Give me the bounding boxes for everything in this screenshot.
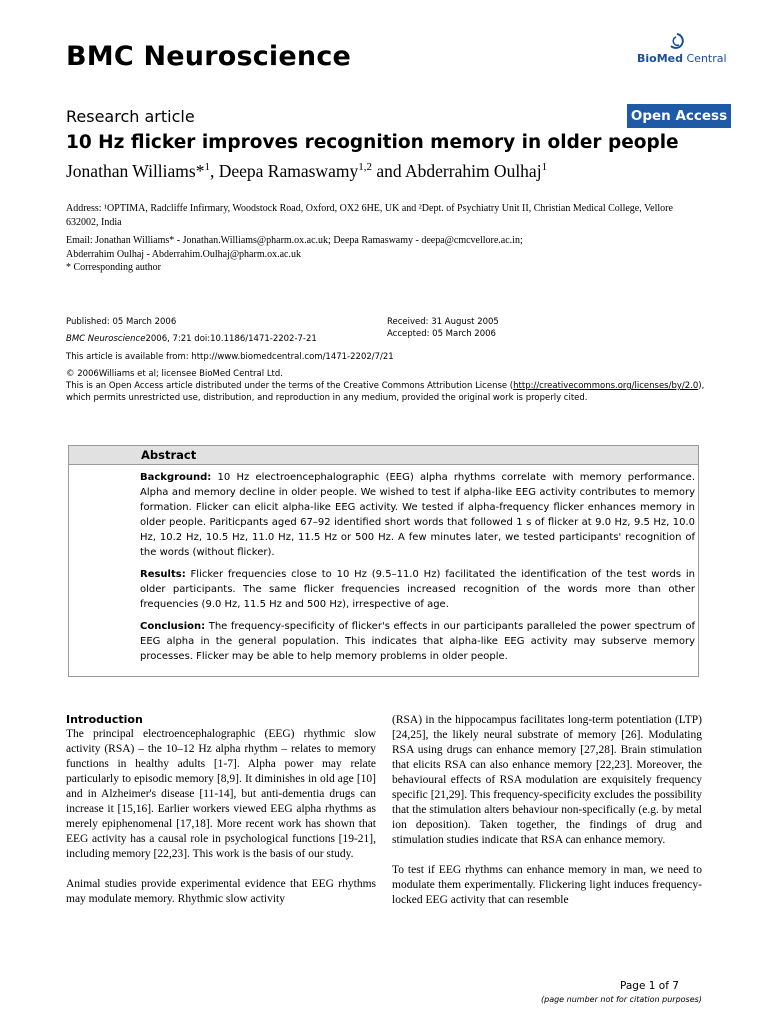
journal-title: BMC Neuroscience — [66, 41, 352, 72]
affiliation-marker: 1 — [541, 161, 548, 173]
article-type: Research article — [66, 107, 195, 126]
body-paragraph: The principal electroencephalographic (EEG) rhythmic slow activity (RSA) – the 10–12 Hz alpha rhythm – relates to memory functions in healthy adults [1-7]. Alpha power may relate particularly to episodic memory [8,9]. It diminishes in old age [10] and in Alzheimer's disease [11-14], but anti-dementia drugs can increase it [15,16]. Earlier workers viewed EEG alpha rhythms as merely epiphenomenal [17,18]. More recent work has shown that EEG activity has a causal role in psychological functions [19-21], including memory [22,23]. This work is the basis of our study. — [66, 728, 376, 860]
corresponding-author-note: * Corresponding author — [66, 262, 161, 273]
biomed-central-logo[interactable] — [637, 32, 727, 72]
body-column-left — [66, 713, 376, 922]
author-address: Address: ¹OPTIMA, Radcliffe Infirmary, Woodstock Road, Oxford, OX2 6HE, UK and ²Dept. of Psychiatry Unit II, Christian Medical College, Vellore 632002, India — [66, 203, 673, 228]
biomed-arc-icon — [667, 32, 687, 52]
email-line[interactable]: Abderrahim Oulhaj - Abderrahim.Oulhaj@pharm.ox.ac.uk — [66, 249, 301, 260]
received-date: Received: 31 August 2005 — [387, 317, 499, 327]
affiliation-marker: 1,2 — [358, 161, 372, 173]
article-url[interactable]: This article is available from: http://www.biomedcentral.com/1471-2202/7/21 — [66, 352, 394, 362]
affiliation-marker: 1 — [204, 161, 210, 173]
abstract-background: Background: 10 Hz electroencephalographic (EEG) alpha rhythms correlate with memory performance. Alpha and memory decline in older people. We wished to test if alpha-like EEG activity contributes to memory formation. Flicker can elicit alpha-like EEG activity. We tested if alpha-frequency flicker enhances memory in older people. Pariticpants aged 67–92 identified short words that followed 1 s of flicker at 9.0 Hz, 9.5 Hz, 10.0 Hz, 10.2 Hz, 10.5 Hz, 11.0 Hz, 11.5 Hz or 500 Hz. A few minutes later, we tested participants' recognition of the words (without flicker). — [140, 472, 695, 558]
page-number-note: (page number not for citation purposes) — [541, 995, 702, 1004]
open-access-badge: Open Access — [627, 104, 731, 128]
page-number: Page 1 of 7 — [620, 980, 679, 992]
accepted-date: Accepted: 05 March 2006 — [387, 329, 496, 339]
publisher-name: BioMed Central — [637, 52, 727, 65]
license-text: This is an Open Access article distributed under the terms of the Creative Commons Attribution License ( — [66, 381, 514, 391]
author-name[interactable]: and Abderrahim Oulhaj — [371, 160, 542, 181]
citation — [66, 333, 317, 345]
citation-details: 2006, 7:21 doi:10.1186/1471-2202-7-21 — [145, 334, 317, 344]
license-terms: which permits unrestricted use, distribution, and reproduction in any medium, provided the original work is properly cited. — [66, 393, 588, 403]
author-name[interactable]: , Deepa Ramaswamy — [209, 160, 359, 181]
license-link[interactable]: http://creativecommons.org/licenses/by/2.0 — [513, 381, 699, 391]
citation-journal: BMC Neuroscience — [66, 334, 146, 344]
abstract-conclusion: Conclusion: The frequency-specificity of flicker's effects in our participants paralleled the power spectrum of EEG alpha in the general population. This indicates that alpha-like EEG activity may subserve memory processes. Flicker may be able to help memory problems in older people. — [140, 621, 695, 662]
abstract-body — [140, 470, 695, 671]
introduction-heading: Introduction — [66, 713, 143, 726]
email-line[interactable]: Email: Jonathan Williams* - Jonathan.Williams@pharm.ox.ac.uk; Deepa Ramaswamy - deepa@cmcvellore.ac.in; — [66, 235, 523, 246]
author-name[interactable]: Jonathan Williams* — [66, 160, 205, 181]
published-date: Published: 05 March 2006 — [66, 317, 177, 327]
license-close: ), — [698, 381, 705, 391]
abstract-heading: Abstract — [69, 446, 698, 465]
author-emails — [66, 234, 696, 262]
license-notice — [66, 380, 706, 392]
abstract-results: Results: Flicker frequencies close to 10 Hz (9.5–11.0 Hz) facilitated the identification of the test words in older participants. The same flicker frequencies increased recognition of the words more than other frequencies (9.0 Hz, 11.5 Hz and 500 Hz), irrespective of age. — [140, 569, 695, 610]
author-list — [66, 154, 547, 184]
body-paragraph: Animal studies provide experimental evidence that EEG rhythms may modulate memory. Rhythmic slow activity — [66, 878, 376, 905]
article-title: 10 Hz flicker improves recognition memory in older people — [66, 132, 679, 153]
abstract-box — [68, 445, 699, 677]
copyright-notice: © 2006Williams et al; licensee BioMed Central Ltd. — [66, 369, 283, 379]
body-column-right — [392, 713, 702, 923]
body-paragraph: To test if EEG rhythms can enhance memory in man, we need to modulate them experimentally. Flickering light induces frequency-locked EEG activity that can resemble — [392, 864, 702, 906]
body-paragraph: (RSA) in the hippocampus facilitates long-term potentiation (LTP) [24,25], the likely neural substrate of memory [26]. Modulating RSA using drugs can enhance memory [27,28]. Brain stimulation that elicits RSA can also enhance memory [22,23]. Moreover, the behavioural effects of RSA modulation are exquisitely frequency specific [21,29]. This frequency-specificity excludes the possibility that the stimulation alters behaviour non-specifically (e.g. by metal ion deposition). Taken together, the findings of drug and stimulation studies indicate that RSA can enhance memory. — [392, 714, 702, 846]
